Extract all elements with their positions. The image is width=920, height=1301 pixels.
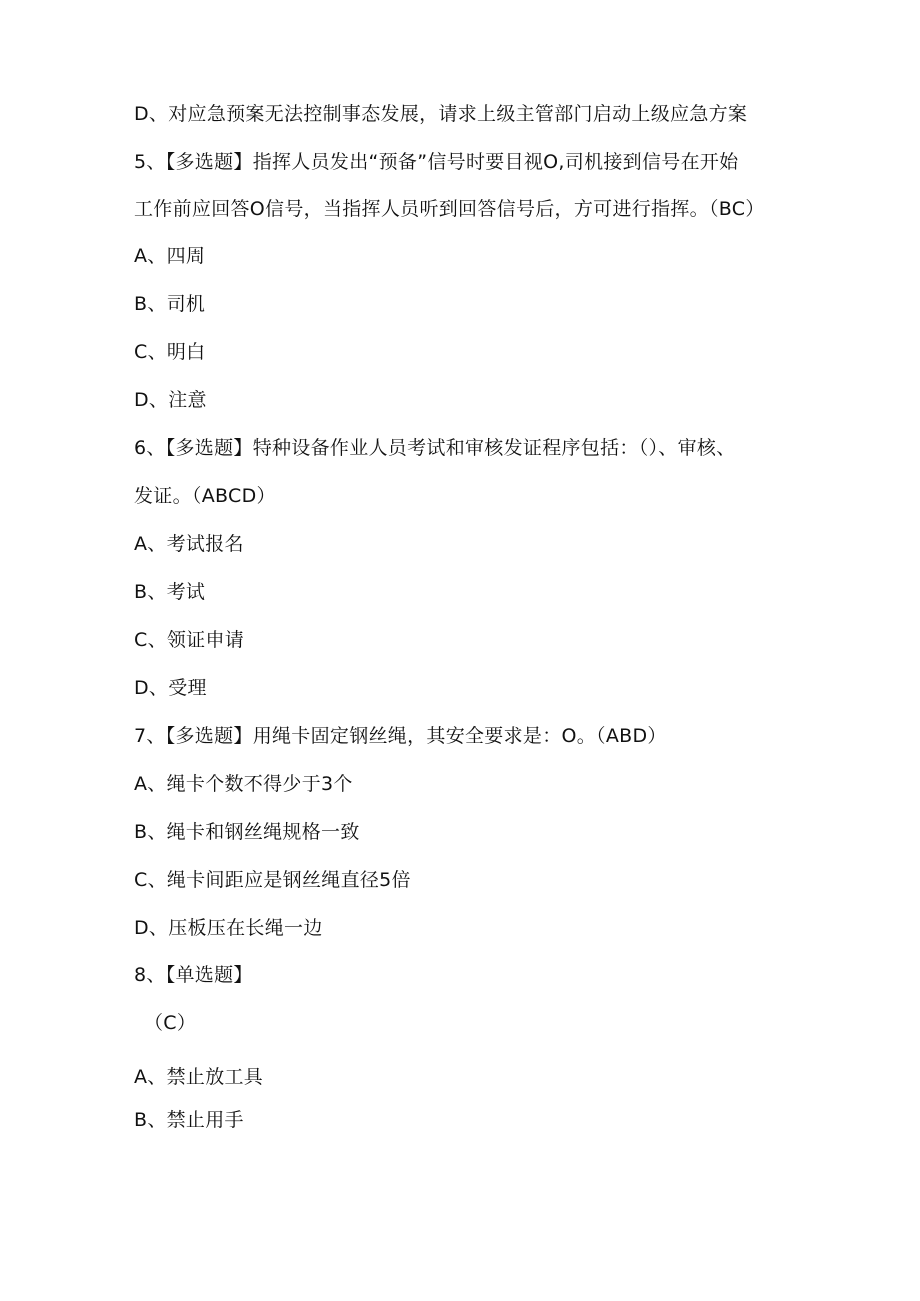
q6-option-a: A、考试报名 [134, 533, 244, 555]
q5-option-d: D、注意 [134, 389, 207, 411]
q8-answer: （C） [144, 1012, 197, 1034]
q5-option-c: C、明白 [134, 341, 206, 363]
q5-option-b: B、司机 [134, 293, 206, 315]
q6-question-line-1: 6、【多选题】特种设备作业人员考试和审核发证程序包括：（）、审核、 [134, 437, 736, 459]
q6-question-line-2: 发证。（ABCD） [134, 485, 276, 507]
q5-question-line-2: 工作前应回答O信号，当指挥人员听到回答信号后，方可进行指挥。（BC） [134, 198, 765, 220]
q5-question-line-1: 5、【多选题】指挥人员发出“预备”信号时要目视O,司机接到信号在开始 [134, 151, 739, 173]
q7-question: 7、【多选题】用绳卡固定钢丝绳，其安全要求是：O。（ABD） [134, 725, 667, 747]
q7-option-d: D、压板压在长绳一边 [134, 917, 323, 939]
q5-option-a: A、四周 [134, 245, 206, 267]
q6-option-d: D、受理 [134, 677, 207, 699]
q6-option-c: C、领证申请 [134, 629, 245, 651]
q8-option-a: A、禁止放工具 [134, 1066, 264, 1088]
q8-option-b: B、禁止用手 [134, 1109, 244, 1131]
q4-option-d: D、对应急预案无法控制事态发展，请求上级主管部门启动上级应急方案 [134, 103, 748, 125]
q7-option-a: A、绳卡个数不得少于3个 [134, 773, 353, 795]
q7-option-c: C、绳卡间距应是钢丝绳直径5倍 [134, 869, 411, 891]
q8-question: 8、【单选题】 [134, 964, 253, 986]
q7-option-b: B、绳卡和钢丝绳规格一致 [134, 821, 360, 843]
q6-option-b: B、考试 [134, 581, 206, 603]
